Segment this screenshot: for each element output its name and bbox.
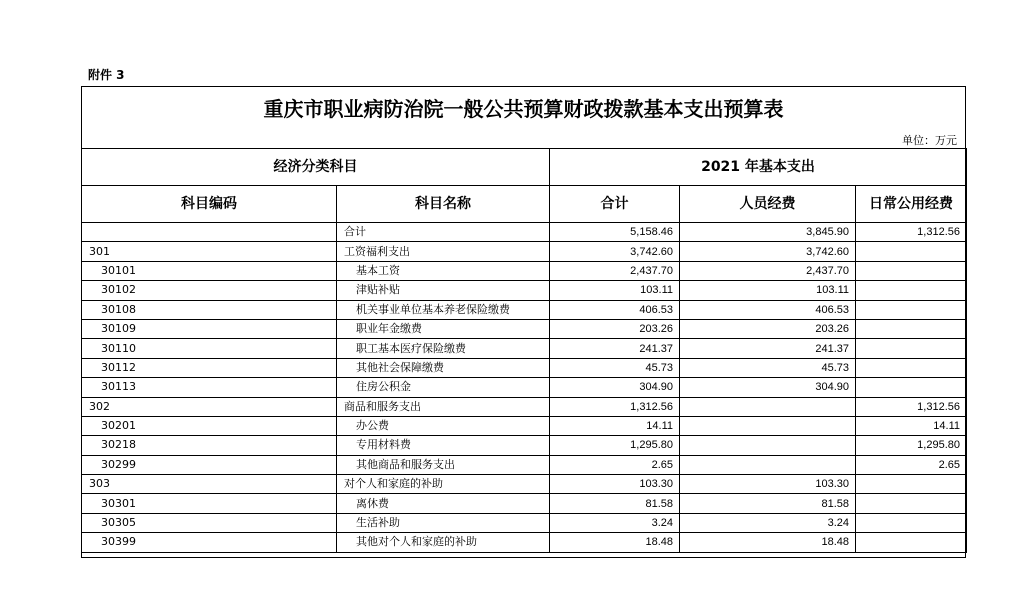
- cell-total: 241.37: [550, 339, 680, 358]
- cell-personnel: 3.24: [680, 513, 856, 532]
- cell-total: 5,158.46: [550, 223, 680, 242]
- cell-name: 职业年金缴费: [337, 319, 550, 338]
- cell-code: 30110: [82, 339, 337, 358]
- cell-name: 津贴补贴: [337, 281, 550, 300]
- cell-code: 303: [82, 475, 337, 494]
- cell-total: 81.58: [550, 494, 680, 513]
- cell-code: 30299: [82, 455, 337, 474]
- table-row: [82, 533, 967, 552]
- cell-personnel: 3,845.90: [680, 223, 856, 242]
- table-row: [82, 261, 967, 280]
- cell-personnel: 103.30: [680, 475, 856, 494]
- column-header-row: [82, 186, 967, 223]
- cell-code: 30112: [82, 358, 337, 377]
- column-header-code: 科目编码: [82, 186, 337, 223]
- cell-code: [82, 223, 337, 242]
- cell-name: 其他社会保障缴费: [337, 358, 550, 377]
- table-row: [82, 475, 967, 494]
- group-header-basic-expense: 2021 年基本支出: [550, 149, 967, 186]
- cell-code: 30101: [82, 261, 337, 280]
- cell-personnel: 103.11: [680, 281, 856, 300]
- column-header-name: 科目名称: [337, 186, 550, 223]
- cell-total: 203.26: [550, 319, 680, 338]
- cell-code: 30102: [82, 281, 337, 300]
- cell-total: 304.90: [550, 378, 680, 397]
- cell-public: [856, 242, 967, 261]
- cell-personnel: [680, 397, 856, 416]
- cell-code: 30201: [82, 416, 337, 435]
- group-header-row: [82, 149, 967, 186]
- cell-public: 1,312.56: [856, 223, 967, 242]
- column-header-public: 日常公用经费: [856, 186, 967, 223]
- cell-public: [856, 494, 967, 513]
- cell-code: 302: [82, 397, 337, 416]
- cell-personnel: 2,437.70: [680, 261, 856, 280]
- cell-personnel: 203.26: [680, 319, 856, 338]
- cell-code: 30399: [82, 533, 337, 552]
- cell-personnel: [680, 455, 856, 474]
- cell-name: 合计: [337, 223, 550, 242]
- cell-total: 18.48: [550, 533, 680, 552]
- cell-personnel: 304.90: [680, 378, 856, 397]
- cell-public: 2.65: [856, 455, 967, 474]
- table-row: [82, 358, 967, 377]
- cell-public: [856, 319, 967, 338]
- cell-personnel: 81.58: [680, 494, 856, 513]
- cell-name: 机关事业单位基本养老保险缴费: [337, 300, 550, 319]
- cell-code: 30113: [82, 378, 337, 397]
- cell-code: 30218: [82, 436, 337, 455]
- cell-code: 30301: [82, 494, 337, 513]
- cell-public: 14.11: [856, 416, 967, 435]
- cell-total: 45.73: [550, 358, 680, 377]
- cell-total: 3,742.60: [550, 242, 680, 261]
- cell-code: 30109: [82, 319, 337, 338]
- cell-name: 对个人和家庭的补助: [337, 475, 550, 494]
- cell-public: [856, 339, 967, 358]
- cell-personnel: 45.73: [680, 358, 856, 377]
- cell-public: [856, 281, 967, 300]
- cell-name: 职工基本医疗保险缴费: [337, 339, 550, 358]
- cell-public: [856, 300, 967, 319]
- cell-total: 1,295.80: [550, 436, 680, 455]
- table-row: [82, 455, 967, 474]
- cell-personnel: 3,742.60: [680, 242, 856, 261]
- table-row: [82, 436, 967, 455]
- table-row: [82, 223, 967, 242]
- table-row: [82, 319, 967, 338]
- cell-name: 办公费: [337, 416, 550, 435]
- unit-label: 单位：万元: [902, 134, 957, 147]
- page-title: 重庆市职业病防治院一般公共预算财政拨款基本支出预算表: [263, 97, 784, 121]
- table-row: [82, 300, 967, 319]
- table-row: [82, 397, 967, 416]
- cell-name: 商品和服务支出: [337, 397, 550, 416]
- table-row: [82, 513, 967, 532]
- cell-public: [856, 533, 967, 552]
- cell-public: [856, 475, 967, 494]
- cell-total: 14.11: [550, 416, 680, 435]
- cell-total: 406.53: [550, 300, 680, 319]
- table-row: [82, 281, 967, 300]
- table-row: [82, 378, 967, 397]
- cell-name: 工资福利支出: [337, 242, 550, 261]
- cell-public: 1,295.80: [856, 436, 967, 455]
- cell-public: 1,312.56: [856, 397, 967, 416]
- table-row: [82, 242, 967, 261]
- cell-name: 其他对个人和家庭的补助: [337, 533, 550, 552]
- cell-name: 离休费: [337, 494, 550, 513]
- budget-table-frame: [81, 86, 966, 558]
- cell-total: 3.24: [550, 513, 680, 532]
- cell-name: 生活补助: [337, 513, 550, 532]
- table-row: [82, 416, 967, 435]
- cell-name: 专用材料费: [337, 436, 550, 455]
- cell-code: 30108: [82, 300, 337, 319]
- cell-code: 301: [82, 242, 337, 261]
- cell-name: 基本工资: [337, 261, 550, 280]
- cell-public: [856, 261, 967, 280]
- cell-total: 103.30: [550, 475, 680, 494]
- attachment-label: 附件 3: [88, 68, 125, 82]
- cell-personnel: 241.37: [680, 339, 856, 358]
- cell-code: 30305: [82, 513, 337, 532]
- cell-name: 住房公积金: [337, 378, 550, 397]
- cell-total: 1,312.56: [550, 397, 680, 416]
- group-header-economic: 经济分类科目: [82, 149, 550, 186]
- column-header-personnel: 人员经费: [680, 186, 856, 223]
- cell-public: [856, 358, 967, 377]
- column-header-total: 合计: [550, 186, 680, 223]
- cell-total: 2.65: [550, 455, 680, 474]
- cell-total: 2,437.70: [550, 261, 680, 280]
- cell-personnel: [680, 416, 856, 435]
- table-row: [82, 494, 967, 513]
- cell-public: [856, 513, 967, 532]
- cell-personnel: 18.48: [680, 533, 856, 552]
- table-row: [82, 339, 967, 358]
- cell-name: 其他商品和服务支出: [337, 455, 550, 474]
- cell-personnel: 406.53: [680, 300, 856, 319]
- budget-table: [81, 148, 967, 553]
- cell-total: 103.11: [550, 281, 680, 300]
- cell-public: [856, 378, 967, 397]
- cell-personnel: [680, 436, 856, 455]
